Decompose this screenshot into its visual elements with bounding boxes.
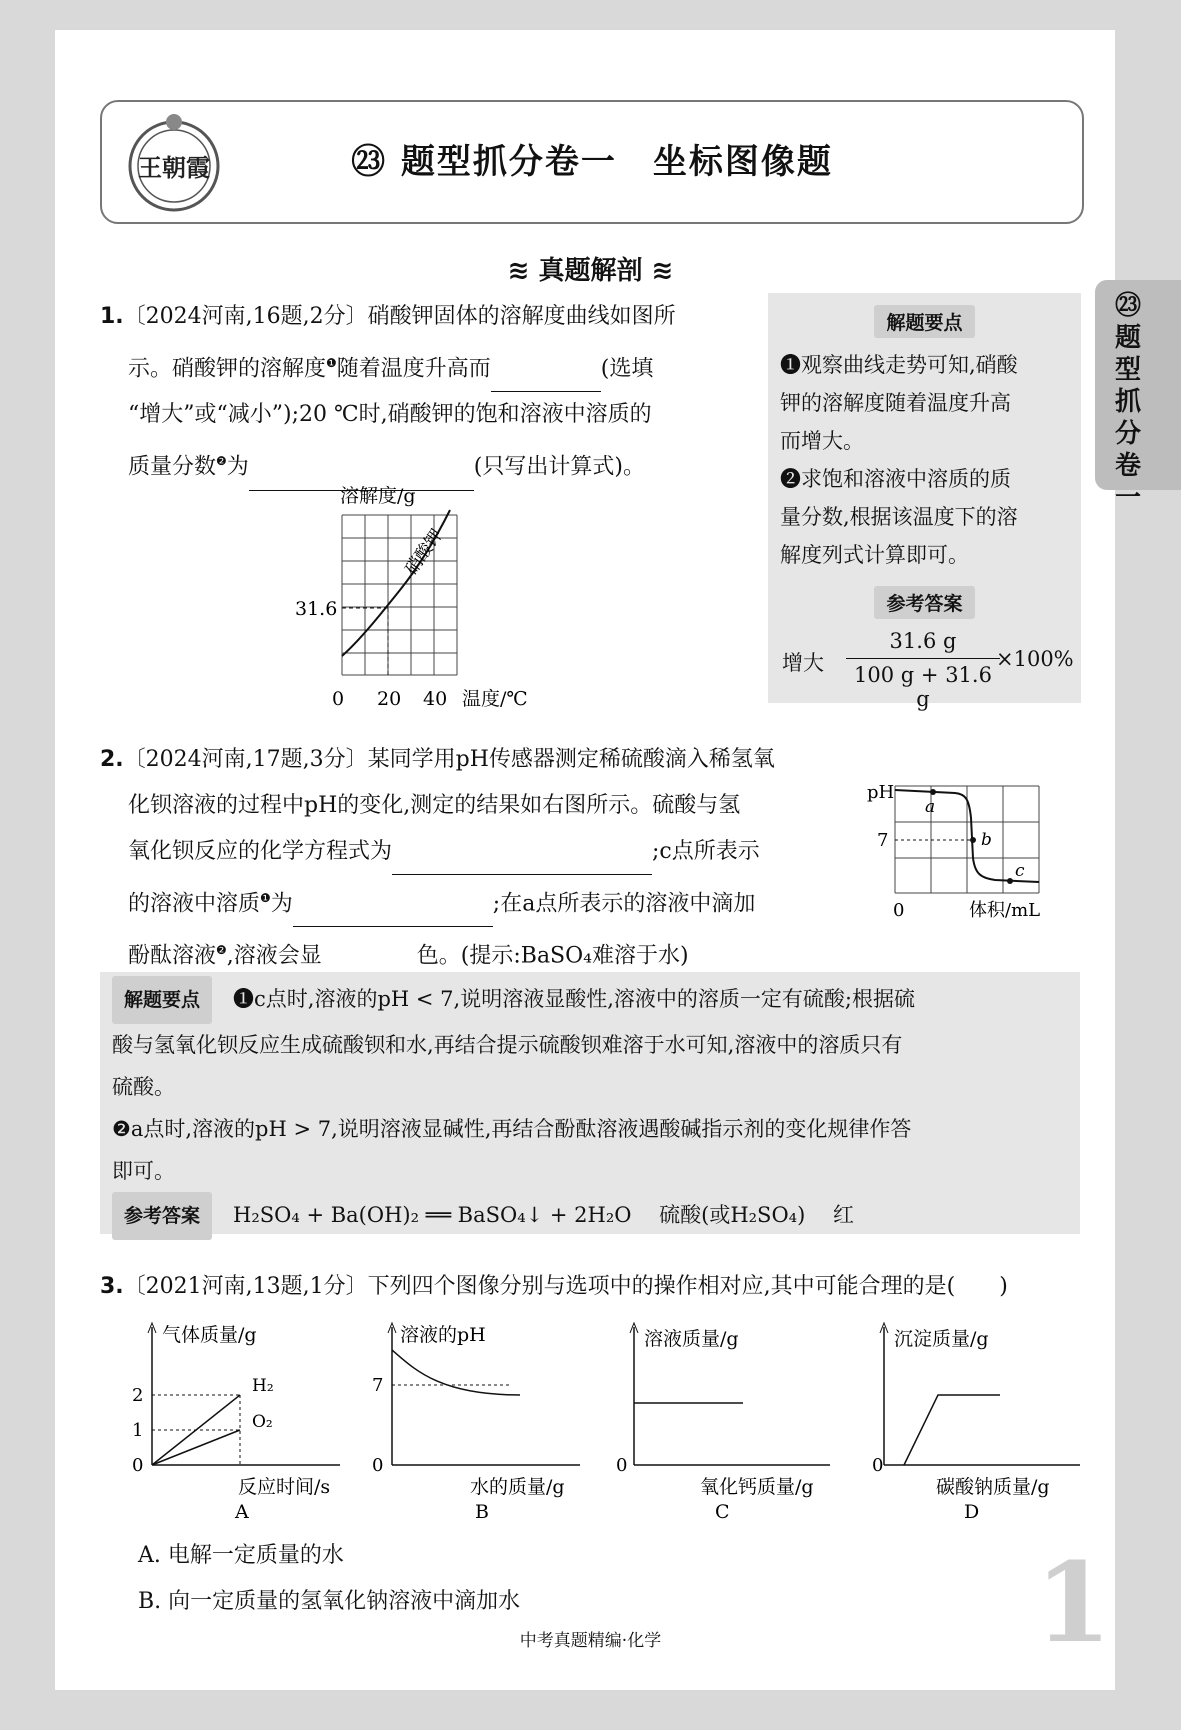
answer-blank[interactable] (293, 896, 493, 927)
y-tick: 7 (877, 830, 889, 851)
precipitate-line (904, 1395, 1000, 1465)
svg-text:O₂: O₂ (252, 1412, 273, 1432)
svg-text:0: 0 (132, 1455, 144, 1476)
question-1: 1.〔2024河南,16题,2分〕硝酸钾固体的溶解度曲线如图所 示。硝酸钾的溶解度$^❶$随着温度升高而 (选填 “增大”或“减小”);20 ℃时,硝酸钾的饱和溶液中溶质的 质量分数$^❷$为 (只写出计算式)。 (100, 294, 740, 491)
o2-line (152, 1430, 240, 1465)
svg-text:沉淀质量/g: 沉淀质量/g (894, 1328, 989, 1350)
graph-d (860, 1315, 1100, 1525)
x-tick: 0 (893, 900, 905, 921)
svg-text:水的质量/g: 水的质量/g (470, 1476, 565, 1498)
page-number: 1 (1035, 1538, 1112, 1667)
svg-text:1: 1 (132, 1420, 144, 1441)
graph-a (130, 1315, 360, 1525)
x-tick: 0 (332, 688, 345, 710)
point-a: a (925, 797, 936, 817)
svg-text:0: 0 (616, 1455, 628, 1476)
section-title: ≋ 真题解剖 ≋ (507, 256, 674, 286)
answer-word: 增大 (782, 651, 824, 675)
svg-text:氧化钙质量/g: 氧化钙质量/g (700, 1476, 814, 1498)
svg-text:B: B (475, 1501, 489, 1523)
page-title: ㉓ 题型抓分卷一 坐标图像题 (351, 142, 833, 182)
svg-text:溶液质量/g: 溶液质量/g (644, 1328, 739, 1350)
chart-xlabel: 体积/mL (969, 900, 1041, 921)
svg-text:0: 0 (372, 1455, 384, 1476)
chart-xlabel: 温度/℃ (462, 688, 528, 710)
option-a[interactable]: A. 电解一定质量的水 (138, 1543, 344, 1568)
question-number: 3. (100, 1274, 124, 1299)
question-3: 3.〔2021河南,13题,1分〕下列四个图像分别与选项中的操作相对应,其中可能合理的是( ) (100, 1274, 1008, 1299)
graph-c (610, 1315, 850, 1525)
answer-text: H₂SO₄ + Ba(OH)₂ ══ BaSO₄↓ + 2H₂O 硫酸(或H₂SO₄) 红 (233, 1203, 854, 1227)
key-points-panel: 解题要点 ❶观察曲线走势可知,硝酸 钾的溶解度随着温度升高 而增大。 ❷求饱和溶液中溶质的质 量分数,根据该温度下的溶 解度列式计算即可。 参考答案 增大 31.6 g 100 g + 31.6 g ×100% (768, 293, 1081, 703)
svg-text:2: 2 (132, 1385, 144, 1406)
ph-chart (865, 778, 1065, 928)
svg-text:A: A (235, 1501, 249, 1523)
graph-b (370, 1315, 600, 1525)
chart-ylabel: 溶解度/g (340, 485, 416, 507)
answer-tag: 参考答案 (112, 1192, 212, 1240)
key-points-tag: 解题要点 (112, 976, 212, 1024)
question-number: 1. (100, 304, 124, 329)
option-b[interactable]: B. 向一定质量的氢氧化钠溶液中滴加水 (138, 1589, 521, 1614)
svg-text:0: 0 (872, 1455, 884, 1476)
ph-decay-curve (392, 1350, 520, 1395)
svg-text:C: C (715, 1501, 730, 1523)
question-number: 2. (100, 747, 124, 772)
footer: 中考真题精编·化学 (519, 1631, 662, 1651)
svg-text:溶液的pH: 溶液的pH (400, 1324, 486, 1346)
point-c: c (1015, 861, 1025, 881)
answer-blank[interactable] (392, 844, 652, 875)
question-2: 2.〔2024河南,17题,3分〕某同学用pH传感器测定稀硫酸滴入稀氢氧 化钡溶液的过程中pH的变化,测定的结果如右图所示。硫酸与氢 氧化钡反应的化学方程式为 ;c点所表示 的溶液中溶质$^❶$为 ;在a点所表示的溶液中滴加 酚酞溶液$^❷$,溶液会显 色。(提示:BaSO₄难溶于水) (100, 737, 840, 980)
solubility-chart (290, 480, 550, 715)
chart-ylabel: pH (867, 782, 895, 803)
point-b: b (981, 830, 992, 850)
curve-label: 硝酸钾 (401, 525, 448, 579)
y-tick: 31.6 (295, 598, 338, 620)
q3-options (138, 1533, 1038, 1625)
svg-text:碳酸钠质量/g: 碳酸钠质量/g (936, 1476, 1050, 1498)
svg-text:7: 7 (372, 1375, 384, 1396)
question-source: 〔2024河南,16题,2分〕 (123, 304, 368, 329)
x-tick: 20 (377, 688, 402, 710)
x-tick: 40 (423, 688, 448, 710)
side-tab-label: ㉓题型抓分卷一 (1114, 291, 1141, 513)
svg-text:气体质量/g: 气体质量/g (162, 1324, 257, 1346)
answer-blank[interactable] (491, 361, 601, 392)
answer-tag: 参考答案 (874, 586, 974, 619)
question-source: 〔2024河南,17题,3分〕 (123, 747, 368, 772)
svg-text:H₂: H₂ (252, 1376, 274, 1396)
question-source: 〔2021河南,13题,1分〕 (123, 1274, 368, 1299)
svg-text:反应时间/s: 反应时间/s (238, 1476, 331, 1498)
header-box (100, 100, 1084, 224)
svg-text:王朝霞: 王朝霞 (138, 153, 210, 182)
q2-key-points: 解题要点 ❶c点时,溶液的pH < 7,说明溶液显酸性,溶液中的溶质一定有硫酸;根据硫 酸与氢氧化钡反应生成硫酸钡和水,再结合提示硫酸钡难溶于水可知,溶液中的溶质只有 硫酸。 ❷a点时,溶液的pH > 7,说明溶液显碱性,再结合酚酞溶液遇酸碱指示剂的变化规律作答 即可。 参考答案 H₂SO₄ + Ba(OH)₂ ══ BaSO₄↓ + 2H₂O 硫酸(或H₂SO₄) 红 (100, 972, 1080, 1234)
key-points-tag: 解题要点 (874, 305, 974, 338)
svg-text:D: D (964, 1501, 980, 1523)
